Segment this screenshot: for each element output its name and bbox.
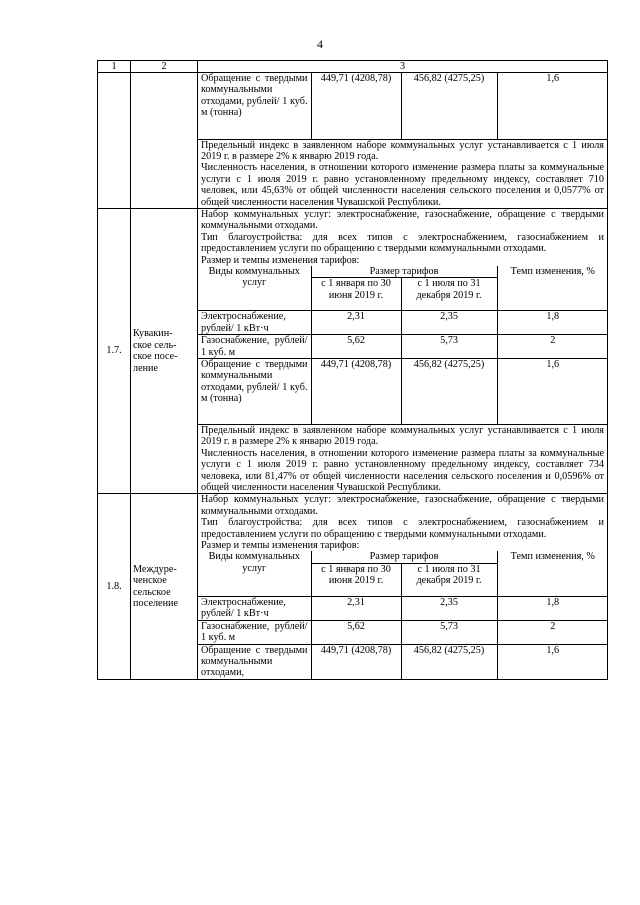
th-growth: Темп изменения, % xyxy=(497,551,608,596)
settlement-name: Кувакин- ское сель- ское посе- ление xyxy=(131,208,198,494)
column-header-row xyxy=(98,61,608,73)
rates-title: Размер и темпы изменения тарифов: xyxy=(201,254,360,266)
table-row-1-7 xyxy=(98,208,608,494)
rate-row-waste: Обращение с твердыми коммунальными отходами, рублей/ 1 куб. м (тонна) 449,71 (4208,78) 456,82 (4275,25) 1,6 xyxy=(198,359,608,425)
rate-row-electricity: Электроснабжение, рублей/ 1 кВт·ч 2,31 2,35 1,8 xyxy=(198,596,608,620)
th-growth: Темп изменения, % xyxy=(497,266,608,311)
rate-value: 449,71 (4208,78) xyxy=(311,73,401,139)
page-number: 4 xyxy=(317,37,323,51)
th-kinds: Виды коммунальных услуг xyxy=(198,551,311,596)
improvement-text: Тип благоустройства: для всех типов с электроснабжением, газоснабжением и предоставлением услуги по обращению с твердыми коммунальными отходами. xyxy=(201,517,604,540)
index-text: Предельный индекс в заявленном наборе коммунальных услуг устанавливается с 1 июля 2019 г. в размере 2% к январю 2019 года. xyxy=(201,139,604,162)
rate-label-waste: Обращение с твердыми коммунальными отходами, рублей/ 1 куб. м (тонна) xyxy=(198,73,311,139)
rate-row-gas: Газоснабжение, рублей/ 1 куб. м 5,62 5,73 2 xyxy=(198,620,608,644)
table-row-1-8 xyxy=(98,494,608,679)
col-header-2: 2 xyxy=(131,61,198,73)
th-rates: Размер тарифов xyxy=(311,266,497,278)
rate-row-electricity: Электроснабжение, рублей/ 1 кВт·ч 2,31 2,35 1,8 xyxy=(198,311,608,335)
th-rates: Размер тарифов xyxy=(311,551,497,563)
th-kinds: Виды коммунальных услуг xyxy=(198,266,311,311)
index-text: Предельный индекс в заявленном наборе коммунальных услуг устанавливается с 1 июля 2019 г. в размере 2% к январю 2019 года. xyxy=(201,425,604,448)
improvement-text: Тип благоустройства: для всех типов с электроснабжением, газоснабжением и предоставлением услуги по обращению с твердыми коммунальными отходами. xyxy=(201,231,604,255)
rate-row-gas: Газоснабжение, рублей/ 1 куб. м 5,62 5,73 2 xyxy=(198,335,608,359)
col-header-1: 1 xyxy=(98,61,131,73)
th-period-1: с 1 января по 30 июня 2019 г. xyxy=(311,278,401,311)
population-text: Численность населения, в отношении которого изменение размера платы за коммунальные услуги с 1 июля 2019 г. равно установленному предельному индексу, составляет 710 человек, или 45,63% от общей численности населения сельского поселения и 0,0577% от общей численности населения Чувашской Республики. xyxy=(201,162,604,208)
th-period-2: с 1 июля по 31 декабря 2019 г. xyxy=(401,278,497,311)
col-header-3: 3 xyxy=(198,61,608,73)
row-number: 1.8. xyxy=(98,494,131,679)
th-period-2: с 1 июля по 31 декабря 2019 г. xyxy=(401,563,497,596)
row-number: 1.7. xyxy=(98,208,131,494)
services-text: Набор коммунальных услуг: электроснабжение, газоснабжение, обращение с твердыми коммунальными отходами. xyxy=(201,494,604,517)
rates-table xyxy=(198,266,608,425)
services-text: Набор коммунальных услуг: электроснабжение, газоснабжение, обращение с твердыми коммунальными отходами. xyxy=(201,208,604,232)
rates-title: Размер и темпы изменения тарифов: xyxy=(201,540,360,552)
continued-rates-table xyxy=(198,73,608,140)
settlement-name: Междуре- ченское сельское поселение xyxy=(131,494,198,679)
rate-growth: 1,6 xyxy=(497,73,608,139)
th-period-1: с 1 января по 30 июня 2019 г. xyxy=(311,563,401,596)
rate-row-waste: Обращение с твердыми коммунальными отходами, 449,71 (4208,78) 456,82 (4275,25) 1,6 xyxy=(198,644,608,679)
rate-value: 456,82 (4275,25) xyxy=(401,73,497,139)
population-text: Численность населения, в отношении которого изменение размера платы за коммунальные услуги с 1 июля 2019 г. равно установленному предельному индексу, составляет 734 человека, или 81,47% от общей численности населения сельского поселения и 0,0596% от общей численности населения Чувашской Республики. xyxy=(201,447,604,494)
rate-row-waste xyxy=(198,73,608,139)
table-row-continuation xyxy=(98,73,608,209)
rates-table xyxy=(198,551,608,678)
tariff-table xyxy=(97,60,608,680)
